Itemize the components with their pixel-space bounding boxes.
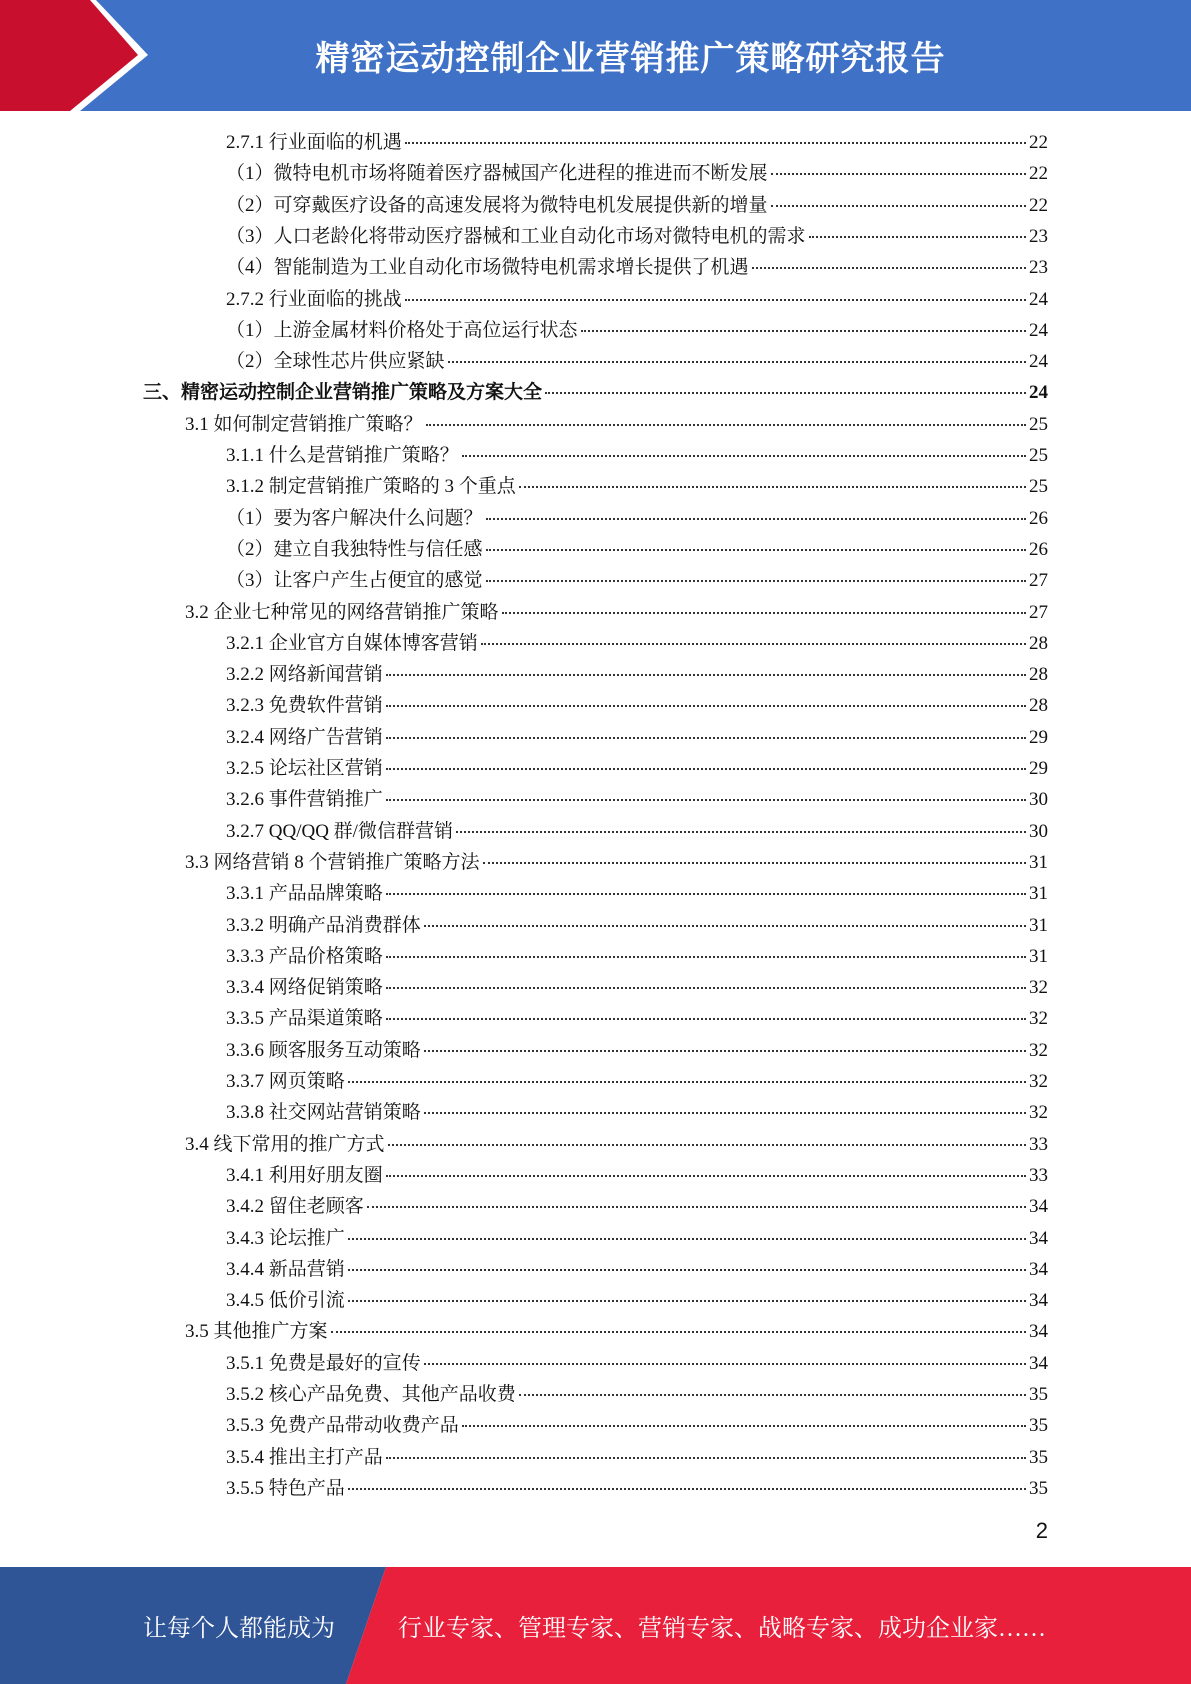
toc-entry-title: 3.3.8 社交网站营销策略 [226,1102,421,1123]
toc-entry[interactable] [226,128,1048,158]
toc-dot-leader [752,266,1026,269]
toc-entry-page: 26 [1029,539,1048,560]
toc-entry[interactable] [226,973,1048,1003]
toc-entry-page: 28 [1029,664,1048,685]
toc-entry-page: 35 [1029,1415,1048,1436]
toc-entry-title: （1）上游金属材料价格处于高位运行状态 [226,320,578,341]
toc-entry[interactable] [185,1317,1048,1347]
toc-entry-title: 3.5.2 核心产品免费、其他产品收费 [226,1384,516,1405]
toc-entry[interactable] [185,848,1048,878]
toc-entry[interactable] [226,1286,1048,1316]
toc-dot-leader [386,673,1026,676]
toc-dot-leader [448,360,1026,363]
toc-entry-title: （2）全球性芯片供应紧缺 [226,351,445,372]
toc-entry[interactable] [226,1474,1048,1504]
toc-entry-page: 28 [1029,695,1048,716]
toc-entry-title: 3.3.6 顾客服务互动策略 [226,1040,421,1061]
toc-entry-page: 23 [1029,257,1048,278]
toc-dot-leader [771,204,1026,207]
toc-entry-title: （4）智能制造为工业自动化市场微特电机需求增长提供了机遇 [226,257,749,278]
toc-dot-leader [331,1330,1026,1333]
toc-dot-leader [386,798,1026,801]
toc-entry-title: 3.5.4 推出主打产品 [226,1447,383,1468]
toc-entry-page: 30 [1029,821,1048,842]
toc-entry[interactable] [185,1130,1048,1160]
toc-dot-leader [426,423,1026,426]
toc-entry[interactable] [226,629,1048,659]
toc-entry-page: 24 [1029,351,1048,372]
toc-entry-page: 22 [1029,132,1048,153]
toc-entry[interactable] [226,660,1048,690]
toc-dot-leader [581,329,1026,332]
toc-dot-leader [367,1205,1026,1208]
toc-entry-page: 33 [1029,1134,1048,1155]
toc-entry[interactable] [226,942,1048,972]
toc-entry-title: （3）人口老龄化将带动医疗器械和工业自动化市场对微特电机的需求 [226,226,806,247]
toc-entry-title: 3.1.2 制定营销推广策略的 3 个重点 [226,476,516,497]
toc-dot-leader [424,924,1026,927]
toc-dot-leader [386,986,1026,989]
toc-entry-title: 3.3.3 产品价格策略 [226,946,383,967]
toc-entry[interactable] [226,817,1048,847]
toc-entry-title: （2）可穿戴医疗设备的高速发展将为微特电机发展提供新的增量 [226,195,768,216]
toc-entry-page: 24 [1029,289,1048,310]
toc-entry[interactable] [226,1192,1048,1222]
toc-entry-page: 34 [1029,1353,1048,1374]
toc-entry-title: 3.5.5 特色产品 [226,1478,345,1499]
toc-entry-page: 34 [1029,1196,1048,1217]
toc-entry[interactable] [226,1349,1048,1379]
toc-entry-page: 35 [1029,1478,1048,1499]
toc-entry-page: 32 [1029,1040,1048,1061]
toc-entry[interactable] [185,598,1048,628]
toc-entry[interactable] [226,911,1048,941]
toc-entry[interactable] [226,347,1048,377]
toc-entry-title: 三、精密运动控制企业营销推广策略及方案大全 [143,382,543,403]
toc-entry[interactable] [226,504,1048,534]
toc-entry[interactable] [226,316,1048,346]
toc-entry-page: 26 [1029,508,1048,529]
toc-entry[interactable] [226,754,1048,784]
toc-dot-leader [809,235,1026,238]
toc-entry-page: 22 [1029,195,1048,216]
toc-entry-page: 27 [1029,602,1048,623]
toc-dot-leader [386,955,1026,958]
toc-dot-leader [386,1017,1026,1020]
toc-entry-page: 32 [1029,1071,1048,1092]
toc-dot-leader [456,830,1026,833]
toc-dot-leader [486,517,1026,520]
toc-dot-leader [348,1268,1026,1271]
page-header [0,0,1191,111]
toc-dot-leader [405,298,1026,301]
toc-entry-page: 33 [1029,1165,1048,1186]
toc-dot-leader [424,1362,1026,1365]
toc-entry[interactable] [226,222,1048,252]
toc-entry-page: 30 [1029,789,1048,810]
toc-entry-title: 3.5 其他推广方案 [185,1321,328,1342]
toc-entry[interactable] [226,159,1048,189]
toc-entry-page: 31 [1029,946,1048,967]
toc-entry-page: 34 [1029,1290,1048,1311]
toc-dot-leader [405,141,1026,144]
toc-entry-title: 3.4.5 低价引流 [226,1290,345,1311]
toc-entry-page: 35 [1029,1447,1048,1468]
toc-entry-page: 31 [1029,852,1048,873]
toc-entry[interactable] [226,691,1048,721]
toc-entry-title: 3.3.7 网页策略 [226,1071,345,1092]
toc-entry-title: 3.3.2 明确产品消费群体 [226,915,421,936]
toc-entry-title: 3.2.7 QQ/QQ 群/微信群营销 [226,821,453,842]
toc-dot-leader [386,892,1026,895]
toc-dot-leader [348,1299,1026,1302]
toc-dot-leader [424,1049,1026,1052]
toc-entry-title: 3.1.1 什么是营销推广策略？ [226,445,459,466]
toc-entry-page: 25 [1029,445,1048,466]
toc-entry-title: 3.2.5 论坛社区营销 [226,758,383,779]
toc-entry-title: （3）让客户产生占便宜的感觉 [226,570,483,591]
toc-entry[interactable] [226,723,1048,753]
toc-entry[interactable] [226,285,1048,315]
toc-dot-leader [348,1080,1026,1083]
toc-entry[interactable] [226,1067,1048,1097]
toc-entry-title: 3.2.4 网络广告营销 [226,727,383,748]
toc-dot-leader [386,1174,1026,1177]
toc-entry[interactable] [226,1098,1048,1128]
toc-dot-leader [481,642,1026,645]
toc-entry-title: 3.4.4 新品营销 [226,1259,345,1280]
page-number: 2 [1035,1518,1048,1543]
toc-entry-page: 25 [1029,414,1048,435]
toc-entry-page: 31 [1029,883,1048,904]
toc-dot-leader [519,485,1026,488]
toc-dot-leader [388,1143,1026,1146]
toc-entry-title: 3.2.6 事件营销推广 [226,789,383,810]
toc-entry-page: 29 [1029,727,1048,748]
toc-entry-page: 24 [1029,320,1048,341]
toc-entry-title: 3.4 线下常用的推广方式 [185,1134,385,1155]
footer-slogan-right: 行业专家、管理专家、营销专家、战略专家、成功企业家…… [398,1616,1046,1642]
toc-entry-title: 3.3 网络营销 8 个营销推广策略方法 [185,852,480,873]
toc-entry-page: 23 [1029,226,1048,247]
toc-dot-leader [348,1237,1026,1240]
toc-entry-page: 32 [1029,977,1048,998]
toc-entry-page: 35 [1029,1384,1048,1405]
toc-dot-leader [462,1424,1026,1427]
toc-entry-title: 3.4.3 论坛推广 [226,1228,345,1249]
toc-entry-page: 34 [1029,1259,1048,1280]
toc-entry-page: 27 [1029,570,1048,591]
toc-dot-leader [424,1111,1026,1114]
toc-entry[interactable] [226,785,1048,815]
toc-entry-page: 25 [1029,476,1048,497]
toc-entry-page: 34 [1029,1228,1048,1249]
page-footer [0,1567,1191,1684]
toc-dot-leader [771,172,1026,175]
toc-entry-title: 3.2.2 网络新闻营销 [226,664,383,685]
footer-slogan-left: 让每个人都能成为 [143,1616,335,1642]
toc-entry-page: 29 [1029,758,1048,779]
toc-dot-leader [483,861,1026,864]
toc-entry-title: （1）要为客户解决什么问题？ [226,508,483,529]
toc-dot-leader [386,1456,1026,1459]
toc-entry-page: 34 [1029,1321,1048,1342]
toc-entry-title: 3.3.4 网络促销策略 [226,977,383,998]
toc-entry[interactable] [226,1036,1048,1066]
toc-entry[interactable] [226,191,1048,221]
toc-dot-leader [519,1393,1026,1396]
toc-entry-title: 2.7.2 行业面临的挑战 [226,289,402,310]
toc-entry-title: 3.3.5 产品渠道策略 [226,1008,383,1029]
toc-entry[interactable] [226,1443,1048,1473]
toc-entry[interactable] [226,1411,1048,1441]
toc-dot-leader [386,736,1026,739]
toc-entry[interactable] [226,1004,1048,1034]
toc-dot-leader [486,548,1026,551]
toc-entry-page: 32 [1029,1008,1048,1029]
toc-entry[interactable] [185,410,1048,440]
toc-entry-title: 3.3.1 产品品牌策略 [226,883,383,904]
toc-dot-leader [502,611,1026,614]
toc-entry-title: 3.2.3 免费软件营销 [226,695,383,716]
toc-entry[interactable] [226,1224,1048,1254]
toc-entry[interactable] [226,566,1048,596]
toc-dot-leader [545,391,1026,394]
toc-entry[interactable] [226,253,1048,283]
toc-entry[interactable] [226,472,1048,502]
toc-entry-title: 3.4.2 留住老顾客 [226,1196,364,1217]
toc-entry-title: （1）微特电机市场将随着医疗器械国产化进程的推进而不断发展 [226,163,768,184]
toc-dot-leader [462,454,1026,457]
toc-entry-page: 22 [1029,163,1048,184]
toc-entry[interactable] [226,441,1048,471]
toc-entry-page: 31 [1029,915,1048,936]
toc-entry[interactable] [143,378,1048,408]
toc-entry[interactable] [226,1161,1048,1191]
toc-entry-title: （2）建立自我独特性与信任感 [226,539,483,560]
toc-entry-page: 24 [1029,382,1048,403]
toc-dot-leader [348,1487,1026,1490]
toc-entry-page: 32 [1029,1102,1048,1123]
toc-dot-leader [486,579,1026,582]
toc-entry[interactable] [226,535,1048,565]
toc-entry[interactable] [226,1380,1048,1410]
toc-entry-title: 3.5.3 免费产品带动收费产品 [226,1415,459,1436]
toc-entry-page: 28 [1029,633,1048,654]
document-title: 精密运动控制企业营销推广策略研究报告 [315,39,946,79]
toc-entry[interactable] [226,879,1048,909]
toc-entry-title: 2.7.1 行业面临的机遇 [226,132,402,153]
toc-entry-title: 3.4.1 利用好朋友圈 [226,1165,383,1186]
toc-entry-title: 3.5.1 免费是最好的宣传 [226,1353,421,1374]
toc-entry[interactable] [226,1255,1048,1285]
toc-dot-leader [386,704,1026,707]
toc-entry-title: 3.2.1 企业官方自媒体博客营销 [226,633,478,654]
toc-entry-title: 3.2 企业七种常见的网络营销推广策略 [185,602,499,623]
toc-entry-title: 3.1 如何制定营销推广策略？ [185,414,423,435]
toc-dot-leader [386,767,1026,770]
